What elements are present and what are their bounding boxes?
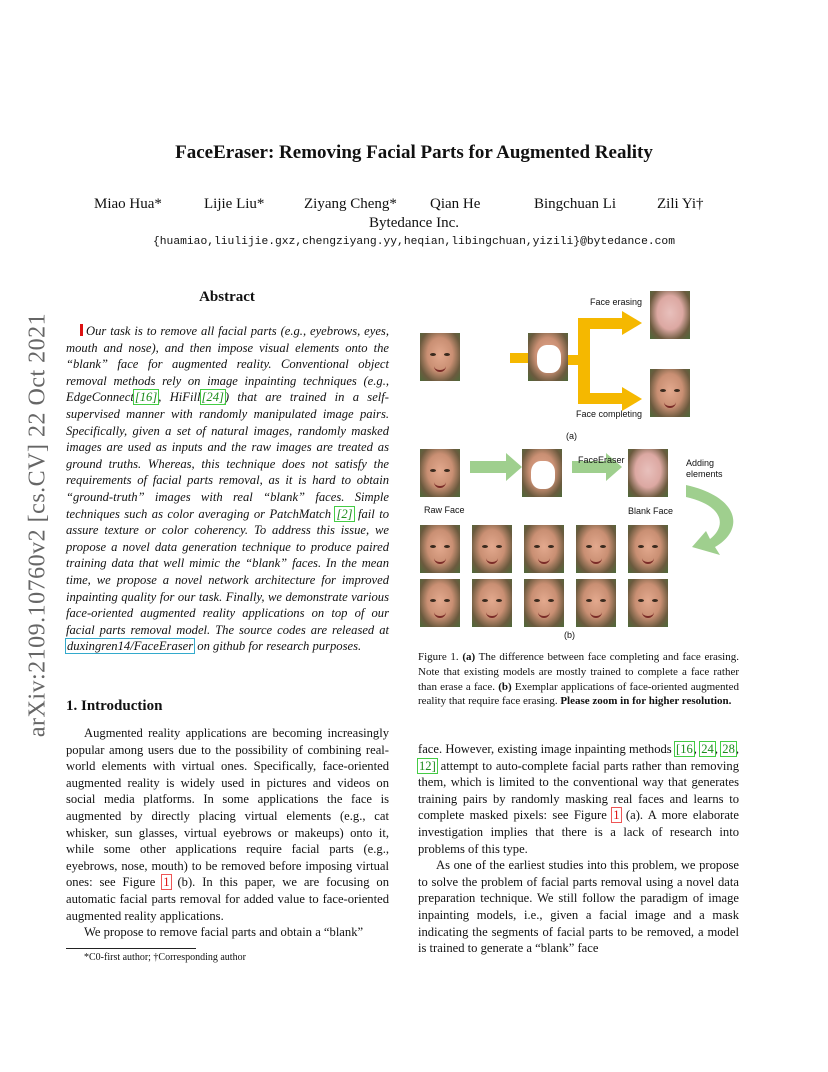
masked-face-image <box>522 449 562 497</box>
figure-label: Face erasing <box>590 297 643 307</box>
figure-label: (a) <box>566 431 577 441</box>
masked-face-image <box>528 333 568 381</box>
author: Zili Yi† <box>657 196 704 212</box>
figure-ref-link[interactable]: 1 <box>163 875 170 890</box>
citation-link[interactable]: 28 <box>722 742 735 756</box>
example-face-image <box>420 525 460 573</box>
author: Ziyang Cheng* <box>304 196 397 212</box>
arrow-icon <box>622 387 642 411</box>
citation-link[interactable]: [16] <box>134 390 158 405</box>
arrow-icon <box>622 311 642 335</box>
example-face-image <box>420 579 460 627</box>
example-face-image <box>472 525 512 573</box>
figure-label: Raw Face <box>424 505 465 515</box>
abstract-text: Our task is to remove all facial parts (e.g., eyebrows, eyes, mouth and nose), and then impose visual elements onto the “blank” face for augmented reality. Conventional object removal methods rely on image inpainting techniques (e.g., EdgeConnect[16], HiFill[24]) that are trained in a self-supervised manner with randomly manipulated image pairs. Specifically, given a set of natural images, randomly masked images are used as inputs and the raw images are treated as ground truths. Whereas, this technique does not satisfy the requirements of facial parts removal, as it is hard to obtain “ground-truth” images with real “blank” faces. Simple techniques such as color averaging or PatchMatch [2] fail to assure texture or color coherency. To address this issue, we propose a novel data generation technique to produce paired training data that well mimic the “blank” faces. In the mean time, we propose a novel network architecture for improved inpainting quality for our task. Finally, we demonstrate various face-oriented augmented reality applications on top of our facial parts removal model. The source codes are released at duxingren14/FaceEraser on github for research purposes. <box>66 324 390 654</box>
affiliation: Bytedance Inc. <box>369 215 459 231</box>
example-face-image <box>524 579 564 627</box>
author-list <box>60 196 780 216</box>
face-image <box>420 449 460 497</box>
footnote: *C0-first author; †Corresponding author <box>84 952 246 963</box>
erased-face-image <box>650 291 690 339</box>
author: Lijie Liu* <box>204 196 265 212</box>
figure-label: (b) <box>564 630 575 640</box>
citation-link[interactable]: 12] <box>419 758 436 773</box>
annotation-marker <box>80 324 83 336</box>
footnote-rule <box>66 948 196 949</box>
figure-label: Adding elements <box>686 458 723 479</box>
example-face-image <box>576 579 616 627</box>
author-emails: {huamiao,liulijie.gxz,chengziyang.yy,heqian,libingchuan,yizili}@bytedance.com <box>152 236 675 248</box>
curved-arrow-icon <box>686 485 733 555</box>
arrow-icon <box>470 453 522 481</box>
paper-title: FaceEraser: Removing Facial Parts for Augmented Reality <box>175 142 653 163</box>
completed-face-image <box>650 369 690 417</box>
citation-link[interactable]: 24 <box>701 742 714 756</box>
figure-1 <box>410 285 748 645</box>
figure-caption: Figure 1. (a) The difference between face completing and face erasing. Note that existing models are mostly trained to complete a face rather than erase a face. (b) Exemplar applications of face-oriented augmented reality that require face erasing. Please zoom in for higher resolution. <box>418 651 739 708</box>
figure-label: Face completing <box>576 409 643 419</box>
figure-label: FaceEraser <box>578 455 625 465</box>
figure-ref-link[interactable]: 1 <box>613 808 620 823</box>
citation-link[interactable]: [24] <box>201 390 224 405</box>
author: Miao Hua* <box>94 196 162 212</box>
body-text-right: face. However, existing image inpainting methods [16, 24, 28, 12] attempt to auto-complete facial parts rather than removing them, which is limited to the conventional way that generates training pairs by randomly masking real faces and learns to complete masked pixels: see Figure 1 (a). A more elaborate investigation implies that there is a lack of research into problems of this type. As one of the earliest studies into this problem, we propose to solve the problem of facial parts removal using a novel data preparation technique. We still follow the paradigm of image inpainting models, i.e., given a facial image and a mask indicating the segments of facial parts to be removed, a model is trained to generate a “blank” face <box>418 742 740 956</box>
example-face-image <box>576 525 616 573</box>
face-image <box>420 333 460 381</box>
example-face-image <box>628 579 668 627</box>
figure-label: Blank Face <box>628 506 674 516</box>
example-face-image <box>472 579 512 627</box>
intro-text: Augmented reality applications are becoming increasingly popular among users due to the possibility of combining real-world elements with virtual ones. Specifically, face-oriented augmented reality is widely used in pictures and videos on social media platforms. In some applications the face is augmented by directly placing virtual elements (e.g., cat whisker, sun glasses, virtual eyebrows or makeups) onto it, while some other applications require facial parts (e.g., eyebrows, nose, mouth) to be removed before imposing virtual ones: see Figure 1 (b). In this paper, we are focusing on automatic facial parts removal for added value to face-oriented augmented reality applications. We propose to remove facial parts and obtain a “blank” <box>66 726 389 940</box>
blank-face-image <box>628 449 668 497</box>
author: Bingchuan Li <box>534 196 617 212</box>
example-face-image <box>524 525 564 573</box>
arxiv-identifier: arXiv:2109.10760v2 [cs.CV] 22 Oct 2021 <box>24 312 51 738</box>
abstract-heading: Abstract <box>199 289 255 305</box>
citation-link[interactable]: [16 <box>676 742 693 756</box>
github-link[interactable]: duxingren14/FaceEraser <box>67 639 194 654</box>
section-heading: 1. Introduction <box>66 698 163 714</box>
citation-link[interactable]: [2] <box>336 506 353 521</box>
author: Qian He <box>430 196 481 212</box>
example-face-image <box>628 525 668 573</box>
